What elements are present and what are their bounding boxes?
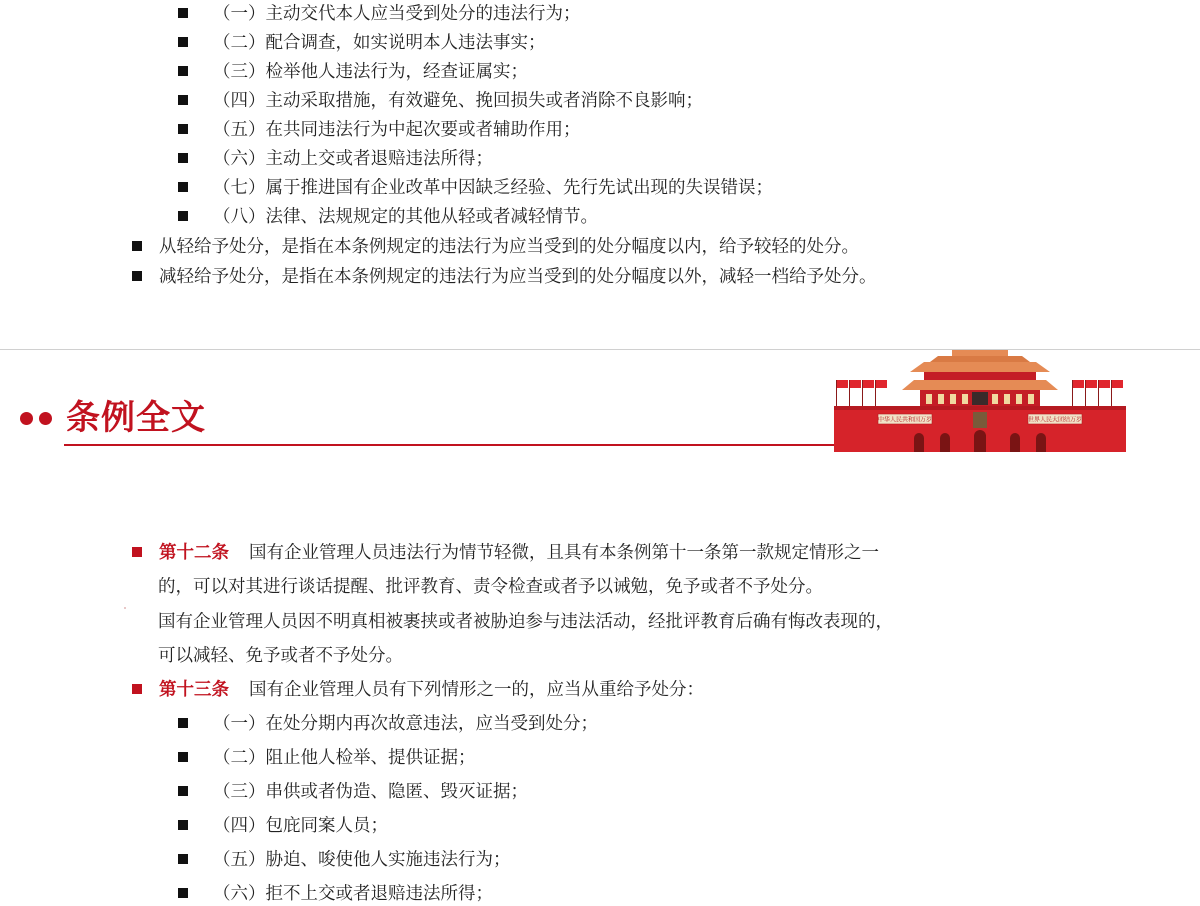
list-item <box>178 712 598 736</box>
article-text-line: 可以减轻、免予或者不予处分。 <box>158 646 403 666</box>
square-bullet-icon <box>178 37 188 47</box>
section-title: 条例全文 <box>66 398 206 438</box>
article-text-line: 的，可以对其进行谈话提醒、批评教育、责令检查或者予以诫勉，免予或者不予处分。 <box>158 577 823 597</box>
article-12-heading <box>132 541 879 565</box>
list-item <box>178 814 388 838</box>
gate-banner-right: 世界人民大团结万岁 <box>1027 416 1083 424</box>
square-bullet-icon <box>178 153 188 163</box>
article-text: 国有企业管理人员违法行为情节轻微，且具有本条例第十一条第一款规定情形之一 <box>249 543 879 563</box>
square-bullet-icon <box>178 182 188 192</box>
article-text: 国有企业管理人员有下列情形之一的，应当从重给予处分： <box>249 680 704 700</box>
square-bullet-icon <box>178 820 188 830</box>
tiananmen-gate-icon <box>832 350 1128 452</box>
square-bullet-icon <box>132 271 142 281</box>
article-label: 第十二条 <box>159 543 229 563</box>
list-item <box>178 176 773 200</box>
square-bullet-icon <box>132 241 142 251</box>
list-item-text: （六）拒不上交或者退赔违法所得； <box>213 884 493 904</box>
list-item-text: （三）检举他人违法行为，经查证属实； <box>213 62 528 82</box>
square-bullet-icon <box>178 752 188 762</box>
title-dots-icon <box>20 412 52 425</box>
square-bullet-icon <box>178 8 188 18</box>
square-bullet-icon <box>178 854 188 864</box>
list-item <box>178 89 703 113</box>
list-item-text: （七）属于推进国有企业改革中因缺乏经验、先行先试出现的失误错误； <box>213 178 773 198</box>
list-item <box>178 780 528 804</box>
square-bullet-icon <box>178 786 188 796</box>
list-item <box>132 235 859 259</box>
list-item-text: （八）法律、法规规定的其他从轻或者减轻情节。 <box>213 207 598 227</box>
square-bullet-icon <box>178 888 188 898</box>
list-item-text: （五）胁迫、唆使他人实施违法行为； <box>213 850 511 870</box>
square-bullet-icon <box>132 684 142 694</box>
list-item-text: （四）主动采取措施，有效避免、挽回损失或者消除不良影响； <box>213 91 703 111</box>
gate-banner-left: 中华人民共和国万岁 <box>877 416 933 424</box>
list-item-text: （三）串供或者伪造、隐匿、毁灭证据； <box>213 782 528 802</box>
article-text-line: 国有企业管理人员因不明真相被裹挟或者被胁迫参与违法活动，经批评教育后确有悔改表现的， <box>158 612 893 632</box>
list-item-text: 减轻给予处分，是指在本条例规定的违法行为应当受到的处分幅度以外，减轻一档给予处分。 <box>159 267 877 287</box>
list-item <box>178 848 511 872</box>
list-item-text: （五）在共同违法行为中起次要或者辅助作用； <box>213 120 581 140</box>
list-item <box>178 31 546 55</box>
slide-upper <box>0 0 1200 350</box>
list-item <box>178 205 598 229</box>
list-item <box>178 60 528 84</box>
square-bullet-icon <box>178 124 188 134</box>
list-item-text: （二）阻止他人检举、提供证据； <box>213 748 476 768</box>
list-item-text: （一）主动交代本人应当受到处分的违法行为； <box>213 4 581 24</box>
list-item-text: （一）在处分期内再次故意违法，应当受到处分； <box>213 714 598 734</box>
list-item-text: （四）包庇同案人员； <box>213 816 388 836</box>
list-item <box>132 265 877 289</box>
square-bullet-icon <box>178 95 188 105</box>
list-item-text: （二）配合调查，如实说明本人违法事实； <box>213 33 546 53</box>
list-item <box>178 746 476 770</box>
list-item <box>178 147 493 171</box>
square-bullet-icon <box>178 718 188 728</box>
list-item <box>178 882 493 906</box>
list-item-text: （六）主动上交或者退赔违法所得； <box>213 149 493 169</box>
article-13-heading <box>132 678 704 702</box>
decorative-mark <box>124 607 126 609</box>
slide-lower <box>0 350 1200 904</box>
list-item <box>178 2 581 26</box>
list-item <box>178 118 581 142</box>
square-bullet-icon <box>178 211 188 221</box>
list-item-text: 从轻给予处分，是指在本条例规定的违法行为应当受到的处分幅度以内，给予较轻的处分。 <box>159 237 859 257</box>
square-bullet-icon <box>132 547 142 557</box>
square-bullet-icon <box>178 66 188 76</box>
article-label: 第十三条 <box>159 680 229 700</box>
